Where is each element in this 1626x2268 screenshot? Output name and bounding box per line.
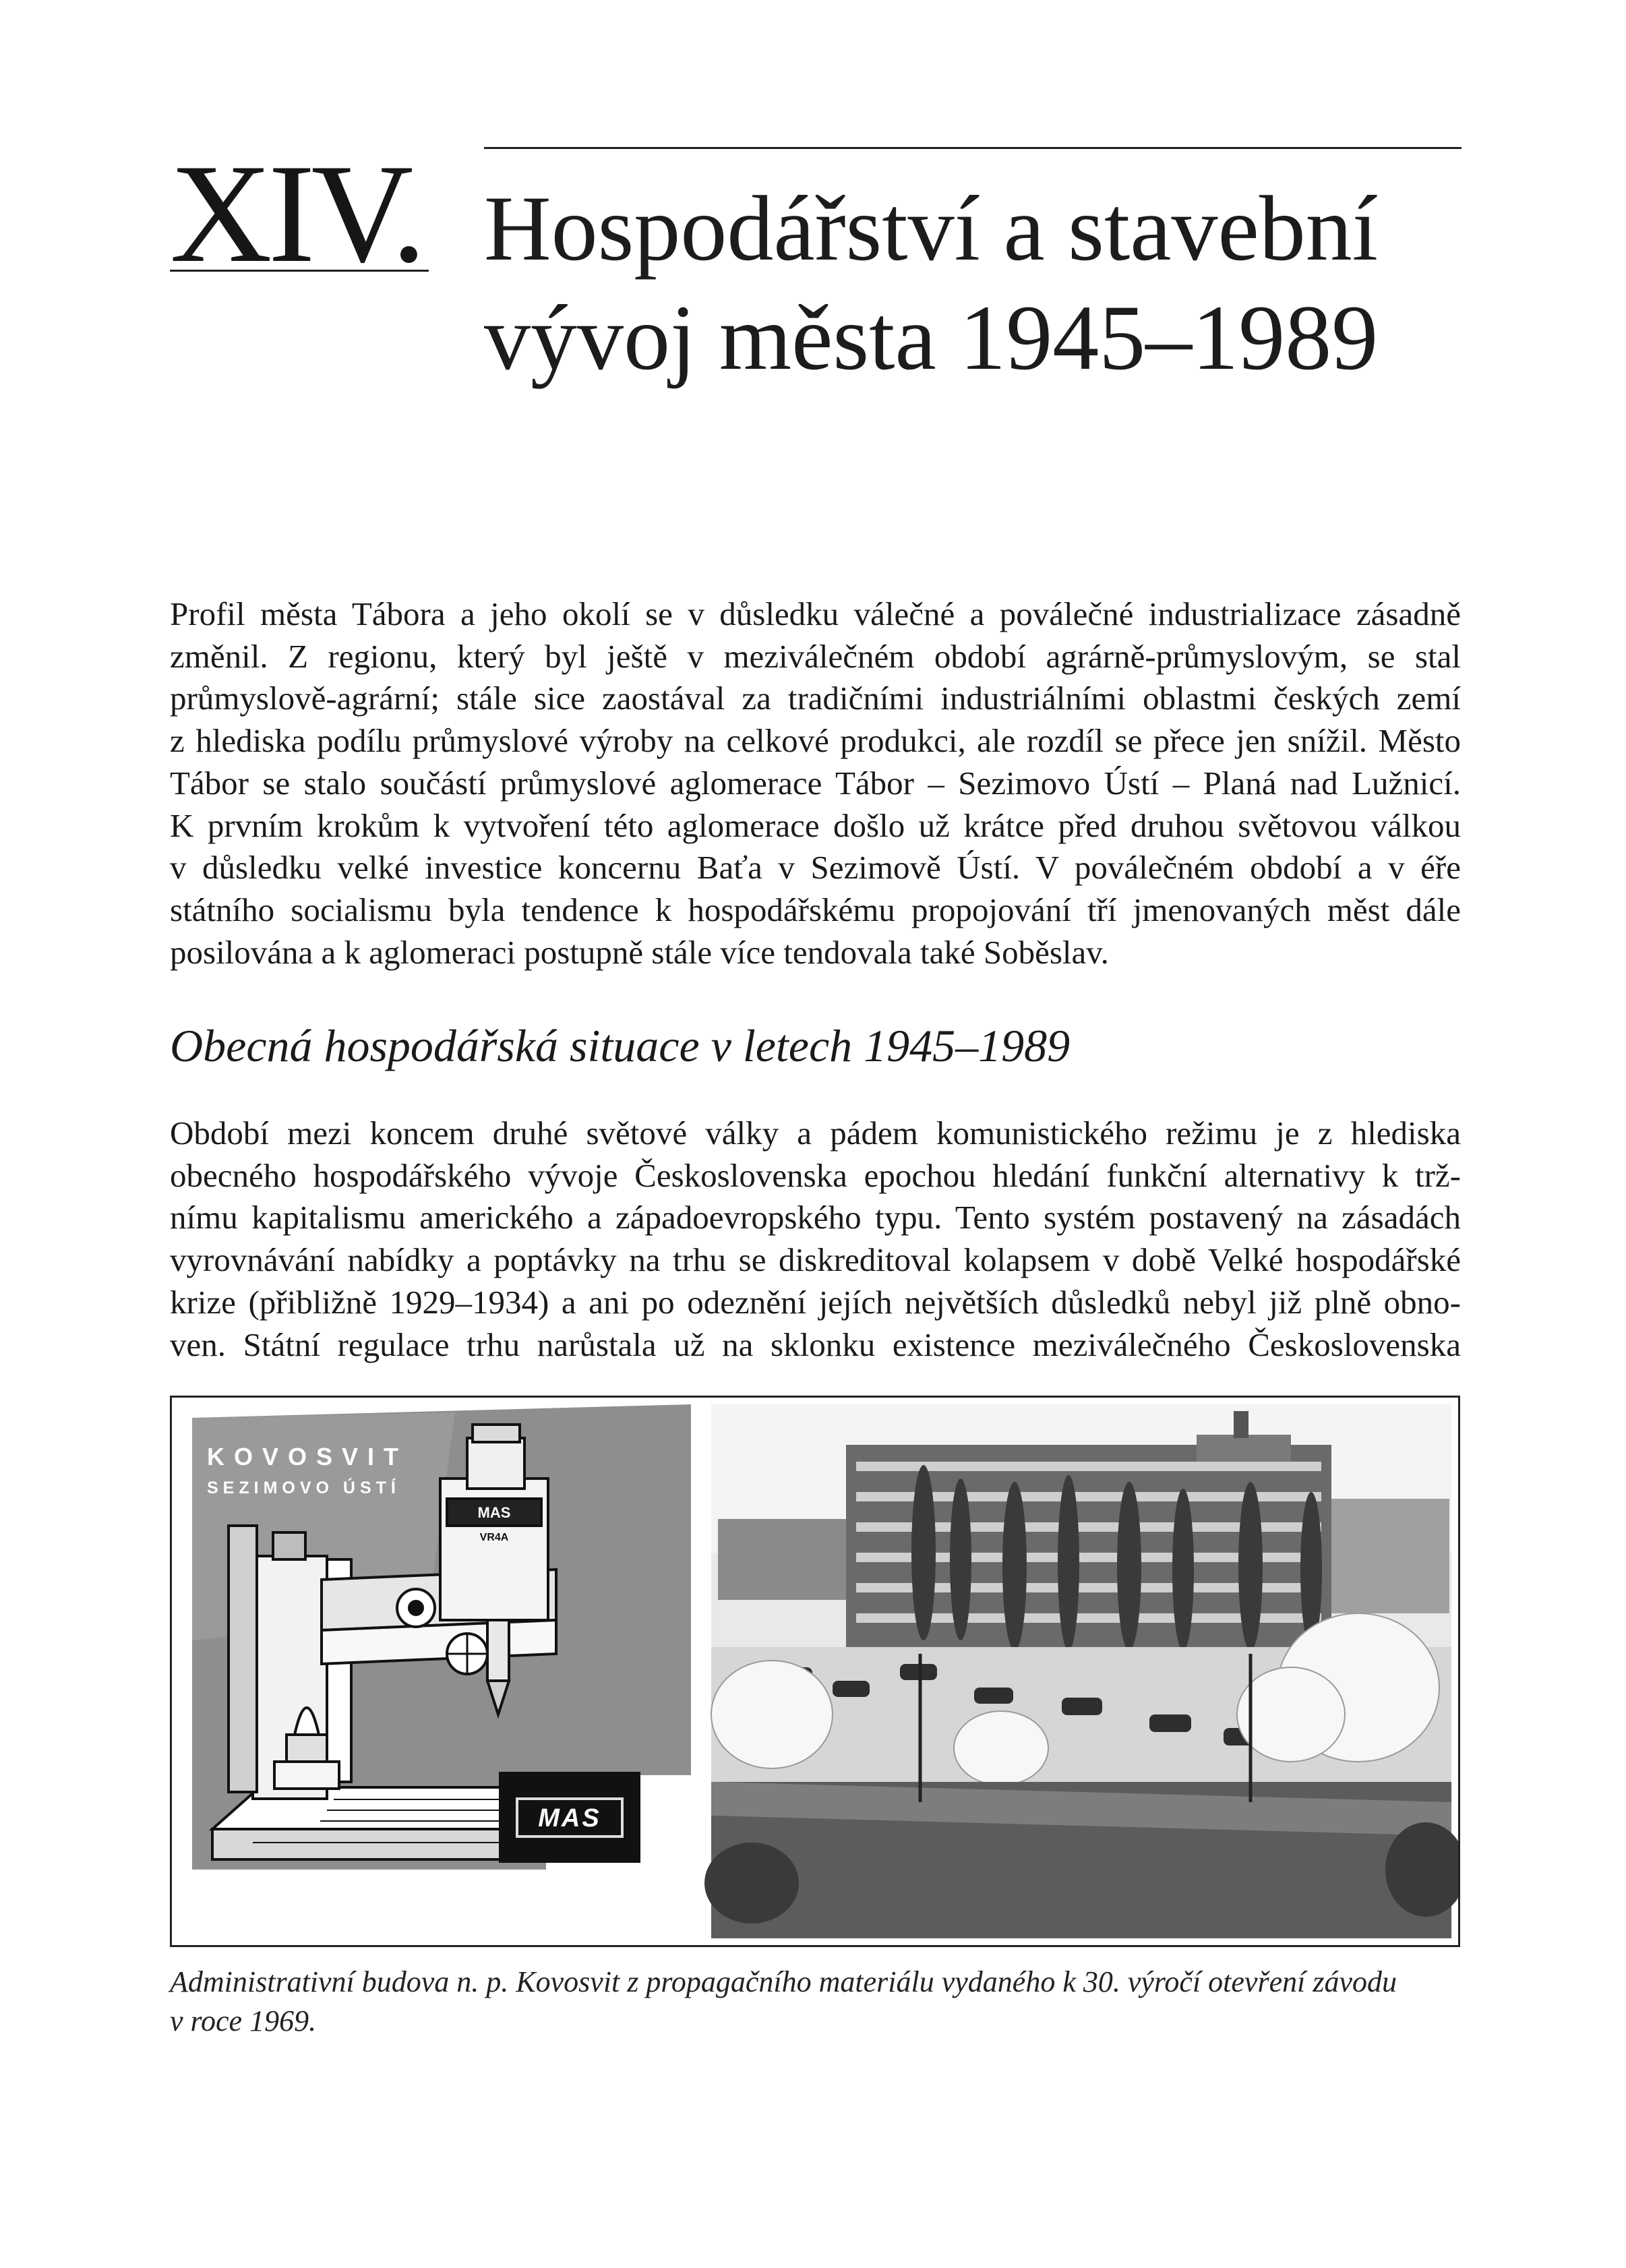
chapter-title-line-1: Hospodářství a stavební (484, 177, 1379, 280)
section-line: ven. Státní regulace trhu narůstala už na sklonku existence meziválečného Československa (170, 1325, 1461, 1363)
mas-logo: MAS (538, 1804, 601, 1832)
machine-model: VR4A (479, 1532, 509, 1543)
kovosvit-poster (179, 1404, 704, 1938)
intro-line: průmyslově-agrární; stále sice zaostával za tradičními industriálními oblastmi českých zemí (170, 680, 1461, 717)
poster-brand-location: SEZIMOVO ÚSTÍ (207, 1479, 400, 1497)
section-line: obecného hospodářského vývoje Československa epochou hledání funkční alternativy k trž- (170, 1156, 1461, 1194)
intro-line: v důsledku velké investice koncernu Baťa v Sezimově Ústí. V poválečném období a v éře (170, 849, 1461, 887)
section-line: vyrovnávání nabídky a poptávky na trhu se diskreditoval kolapsem v době Velké hospodářské (170, 1241, 1461, 1279)
intro-line: Profil města Tábora a jeho okolí se v důsledku válečné a poválečné industrializace zásadně (170, 595, 1461, 632)
caption-line-1: Administrativní budova n. p. Kovosvit z propagačního materiálu vydaného k 30. výročí otevření závodu (170, 1965, 1397, 1998)
section-line: nímu kapitalismu amerického a západoevropského typu. Tento systém postavený na zásadách (170, 1199, 1461, 1236)
machine-badge: MAS (477, 1504, 511, 1521)
intro-line-last: posilována a k aglomeraci postupně stále více tendovala také Soběslav. (170, 933, 1109, 971)
chapter-title (484, 174, 1482, 392)
chapter-title-overline (484, 147, 1462, 149)
chapter-title-line-2: vývoj města 1945–1989 (484, 286, 1379, 389)
section-heading: Obecná hospodářská situace v letech 1945–1989 (170, 1020, 1071, 1071)
figure-caption (170, 1963, 1461, 2041)
figure-frame (170, 1396, 1460, 1947)
intro-line: K prvním krokům k vytvoření této aglomerace došlo už krátce před druhou světovou válkou (170, 806, 1461, 844)
intro-line: státního socialismu byla tendence k hospodářskému propojování tří jmenovaných měst dále (170, 891, 1461, 928)
section-line: Období mezi koncem druhé světové války a pádem komunistického režimu je z hlediska (170, 1114, 1461, 1152)
figure-illustration (172, 1398, 1458, 1945)
kovosvit-building-photo (704, 1404, 1458, 1938)
intro-paragraph (170, 593, 1461, 974)
intro-line: Tábor se stalo součástí průmyslové aglomerace Tábor – Sezimovo Ústí – Planá nad Lužnicí. (170, 764, 1461, 802)
section-paragraph (170, 1112, 1461, 1366)
section-line: krize (přibližně 1929–1934) a ani po odeznění jejích největších důsledků nebyl již plně obno- (170, 1283, 1461, 1321)
intro-line: z hlediska podílu průmyslové výroby na celkové produkci, ale rozdíl se přece jen snížil. Město (170, 722, 1461, 760)
poster-brand-name: KOVOSVIT (207, 1443, 409, 1470)
chapter-number: XIV. (170, 136, 423, 292)
caption-line-2: v roce 1969. (170, 2004, 317, 2037)
intro-line: změnil. Z regionu, který byl ještě v meziválečném období agrárně-průmyslovým, se stal (170, 637, 1461, 675)
